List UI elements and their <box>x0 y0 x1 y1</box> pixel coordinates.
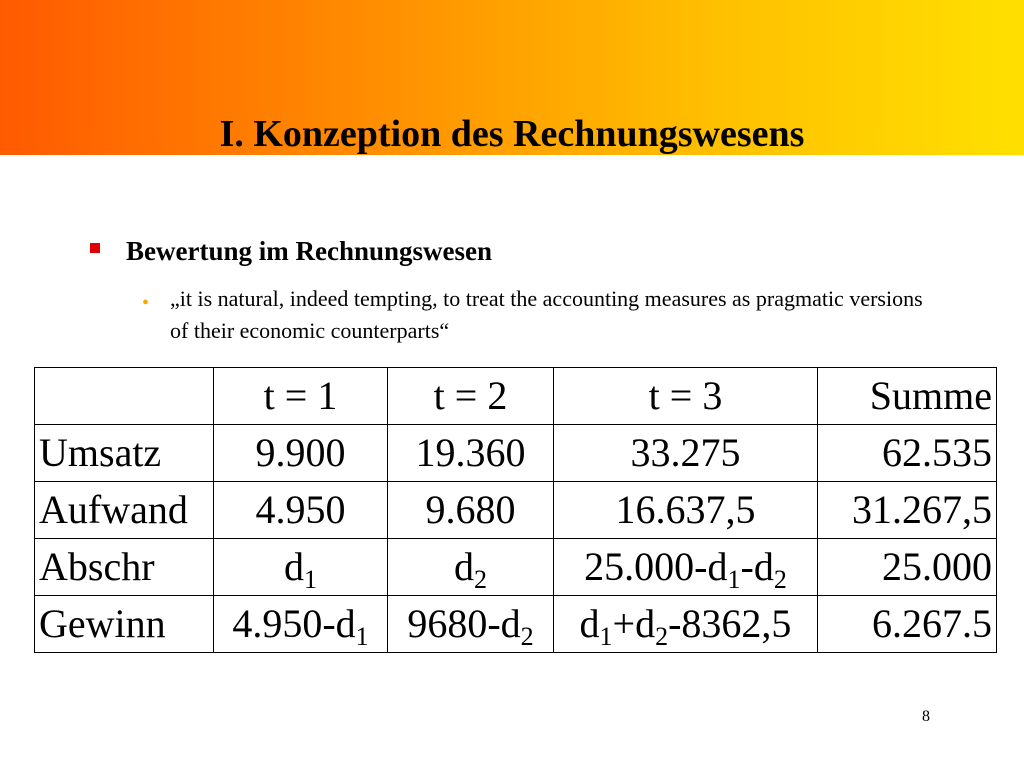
subscript: 2 <box>474 565 487 594</box>
cell-t3 <box>554 539 818 596</box>
subscript: 2 <box>520 622 534 651</box>
subscript: 1 <box>599 622 613 651</box>
subscript: 2 <box>773 565 787 594</box>
row-label: Gewinn <box>35 596 214 653</box>
header-cell-summe: Summe <box>818 368 997 425</box>
page-number: 8 <box>922 708 930 725</box>
cell-text: d <box>579 601 600 646</box>
cell-text: d <box>284 544 304 589</box>
table-row-umsatz <box>35 425 997 482</box>
subscript: 1 <box>304 565 317 594</box>
slide-title: I. Konzeption des Rechnungswesens <box>219 113 805 155</box>
row-label: Abschr <box>35 539 214 596</box>
cell-t3: 16.637,5 <box>554 482 818 539</box>
row-label: Aufwand <box>35 482 214 539</box>
cell-sum: 25.000 <box>818 539 997 596</box>
cell-t1 <box>214 596 388 653</box>
bullet-main-text: Bewertung im Rechnungswesen <box>126 236 493 266</box>
dot-bullet-icon: • <box>142 292 150 314</box>
cell-sum: 62.535 <box>818 425 997 482</box>
square-bullet-icon <box>90 243 100 253</box>
header-cell-empty <box>35 368 214 425</box>
subscript: 1 <box>727 565 741 594</box>
cell-sum: 31.267,5 <box>818 482 997 539</box>
cell-t3: 33.275 <box>554 425 818 482</box>
cell-text: -d <box>740 544 774 589</box>
cell-t2: 19.360 <box>388 425 554 482</box>
cell-t3 <box>554 596 818 653</box>
table-row-abschr <box>35 539 997 596</box>
cell-text: d <box>454 544 474 589</box>
header-cell-t2: t = 2 <box>388 368 554 425</box>
cell-t1 <box>214 539 388 596</box>
table-header-row <box>35 368 997 425</box>
cell-text: 25.000-d <box>584 544 728 589</box>
cell-t1: 9.900 <box>214 425 388 482</box>
cell-text: +d <box>612 601 656 646</box>
cell-t2: 9.680 <box>388 482 554 539</box>
cell-sum: 6.267.5 <box>818 596 997 653</box>
cell-text: 9680-d <box>407 601 521 646</box>
cell-t2 <box>388 596 554 653</box>
row-label: Umsatz <box>35 425 214 482</box>
cell-t2 <box>388 539 554 596</box>
table-row-aufwand <box>35 482 997 539</box>
subscript: 1 <box>355 622 369 651</box>
cell-text: -8362,5 <box>668 601 792 646</box>
header-cell-t1: t = 1 <box>214 368 388 425</box>
cell-text: 4.950-d <box>232 601 356 646</box>
bullet-sub-text: „it is natural, indeed tempting, to treat the accounting measures as pragmatic versions of their economic counterparts“ <box>170 286 923 343</box>
cell-t1: 4.950 <box>214 482 388 539</box>
header-cell-t3: t = 3 <box>554 368 818 425</box>
valuation-table <box>34 367 997 653</box>
table-row-gewinn <box>35 596 997 653</box>
subscript: 2 <box>655 622 669 651</box>
